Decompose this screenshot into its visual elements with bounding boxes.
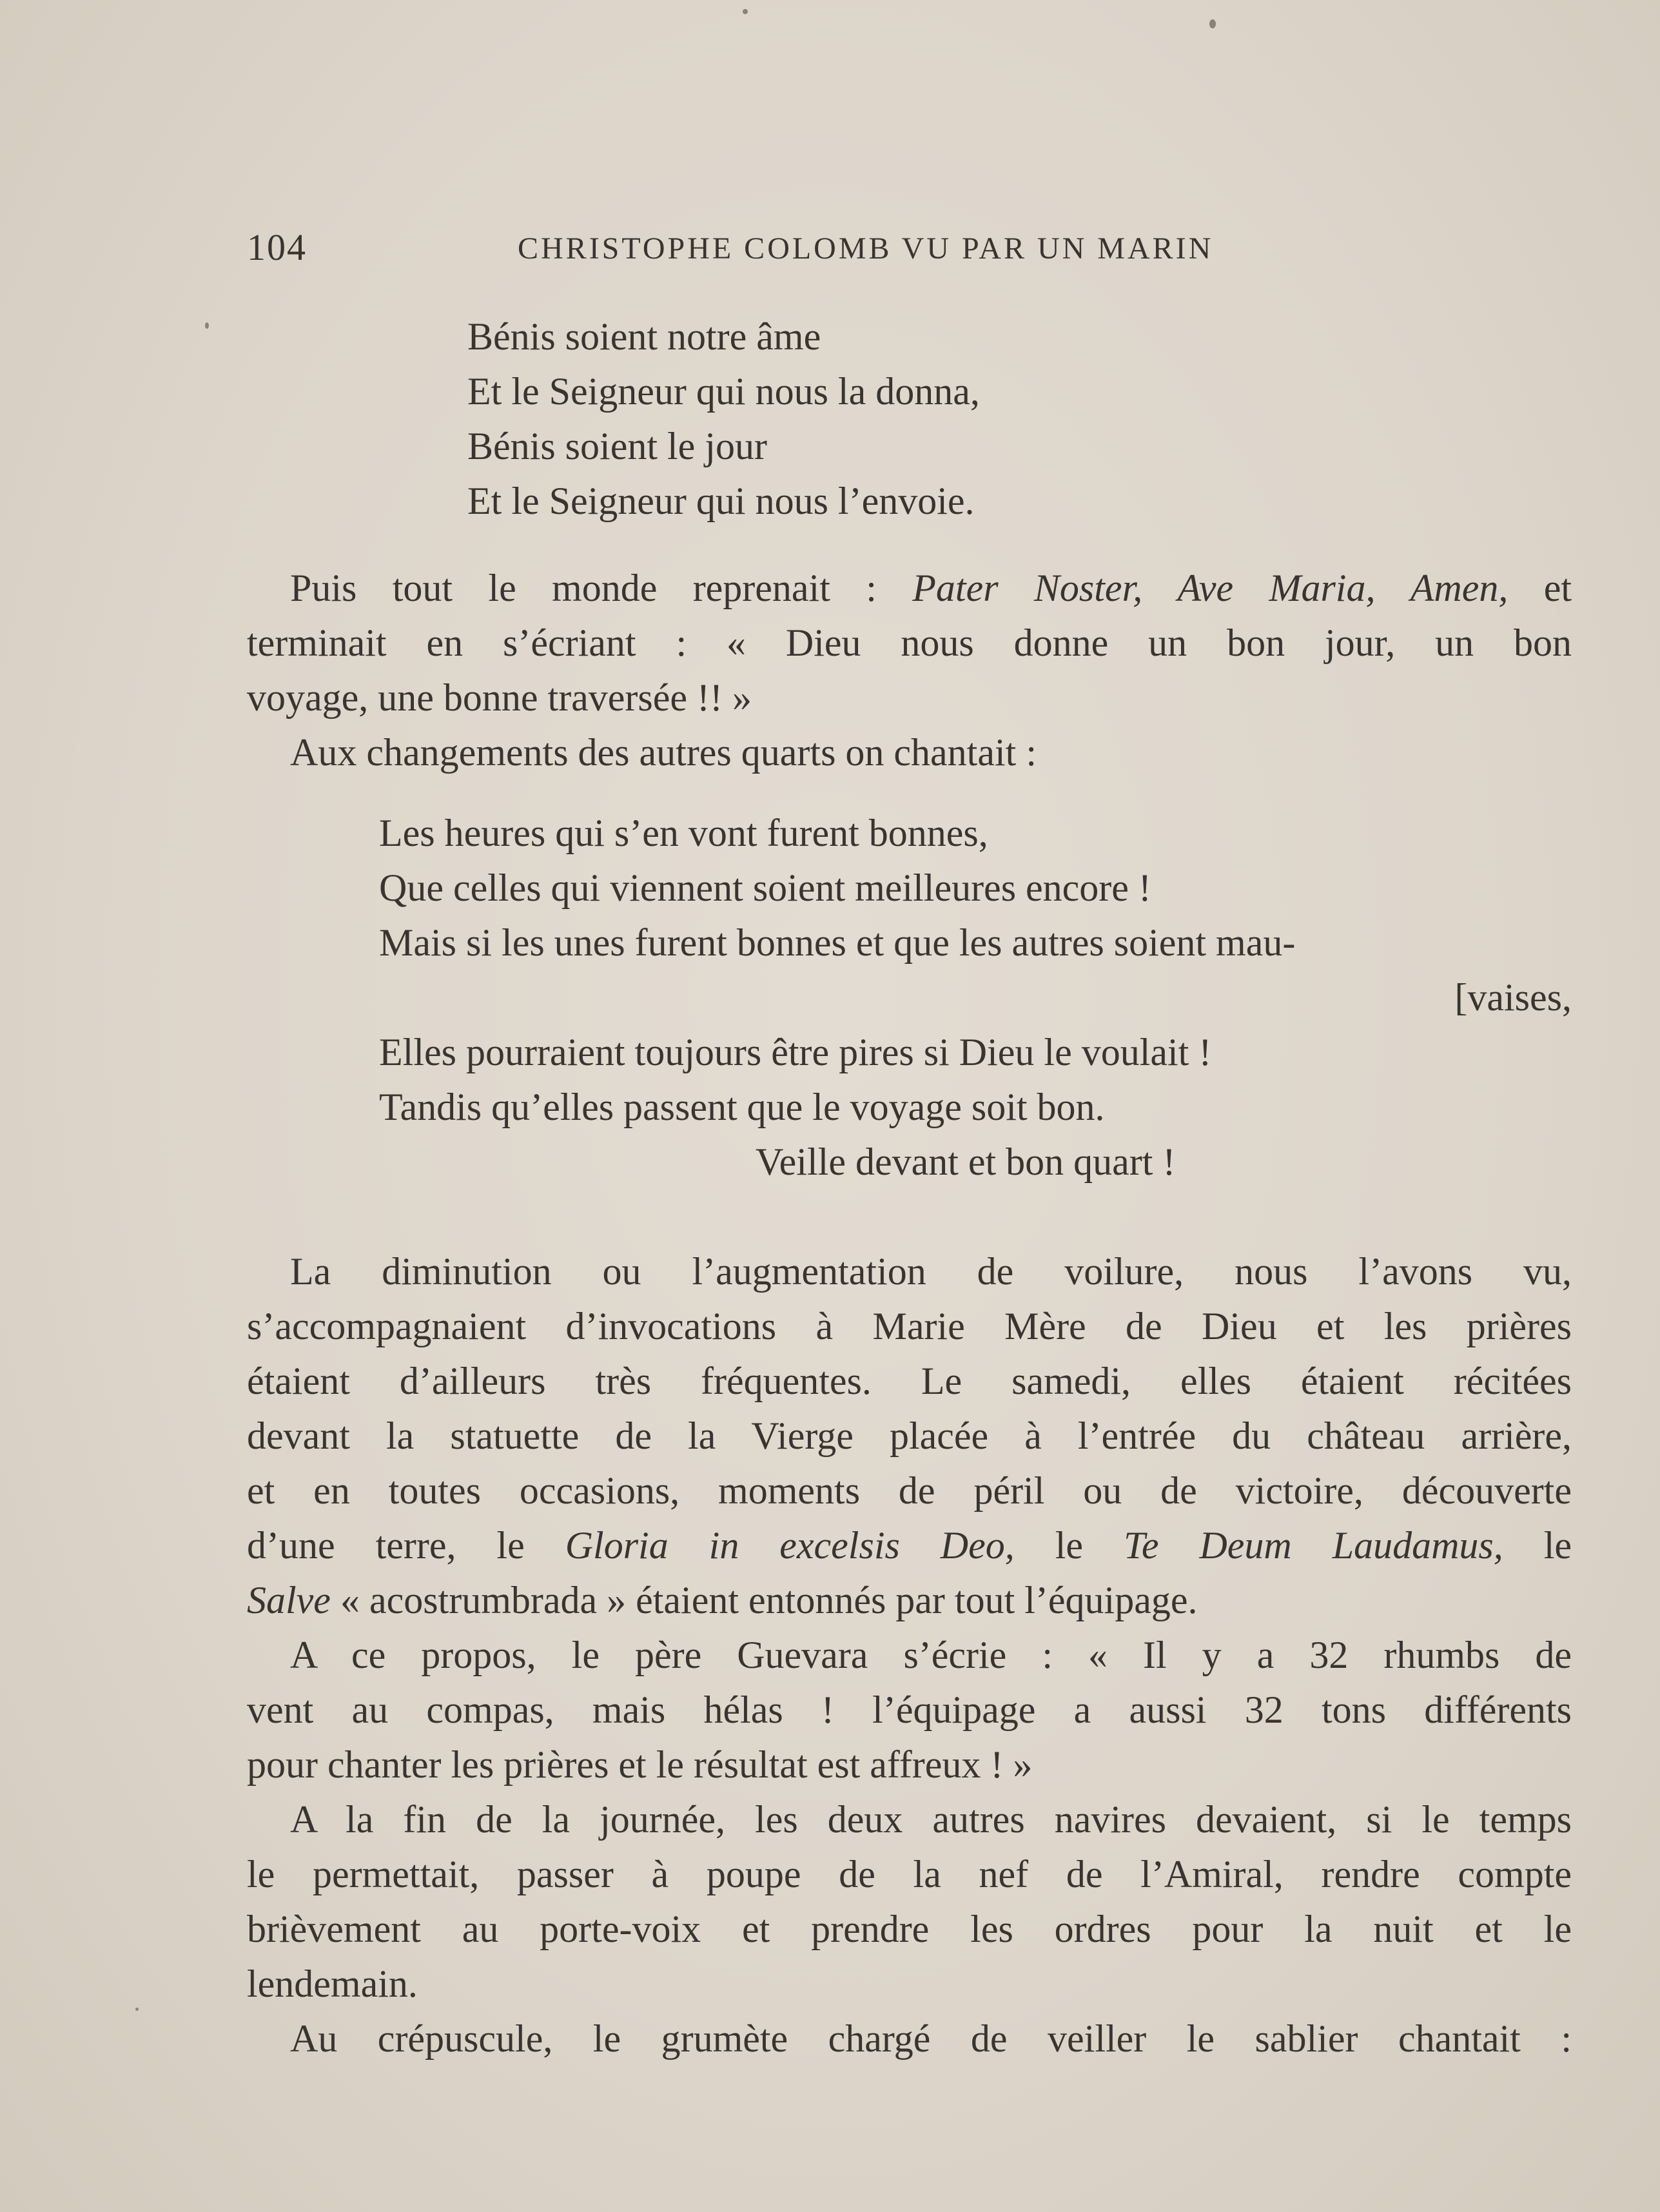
verse-line: Bénis soient le jour (467, 425, 767, 467)
text-run: Puis tout le monde reprenait : (290, 567, 877, 609)
text-run: « acostrumbrada » étaient entonnés par tout l’équipage. (340, 1579, 1198, 1621)
text-run: le (1055, 1524, 1084, 1567)
verse-line: Et le Seigneur qui nous la donna, (467, 370, 980, 413)
paragraph-line: devant la statuette de la Vierge placée à l’entrée du château arrière, (247, 1414, 1572, 1457)
paragraph-line: le permettait, passer à poupe de la nef de l’Amiral, rendre compte (247, 1853, 1572, 1895)
paragraph-line: pour chanter les prières et le résultat est affreux ! » (247, 1743, 1033, 1786)
paragraph-line: s’accompagnaient d’invocations à Marie Mère de Dieu et les prières (247, 1305, 1572, 1347)
paragraph-line: Aux changements des autres quarts on chantait : (290, 731, 1037, 774)
paper-speck (205, 322, 209, 329)
verse-line: Elles pourraient toujours être pires si Dieu le voulait ! (379, 1031, 1212, 1073)
paragraph-line: terminait en s’écriant : « Dieu nous donne un bon jour, un bon (247, 622, 1572, 664)
paper-speck (743, 9, 748, 14)
latin-hymn: Salve (247, 1579, 331, 1621)
paragraph-line: Au crépuscule, le grumète chargé de veiller le sablier chantait : (290, 2017, 1572, 2060)
paragraph-line: lendemain. (247, 1962, 418, 2005)
text-run: le (1543, 1524, 1572, 1567)
verse-line: Bénis soient notre âme (467, 315, 821, 358)
paragraph-line: A la fin de la journée, les deux autres navires devaient, si le temps (290, 1798, 1572, 1841)
verse-line: Veille devant et bon quart ! (756, 1140, 1176, 1183)
running-header (247, 226, 1301, 271)
paragraph-line: et en toutes occasions, moments de péril ou de victoire, découverte (247, 1469, 1572, 1512)
paragraph-line (247, 1578, 1572, 1623)
latin-prayers: Pater Noster, Ave Maria, Amen, (912, 567, 1509, 609)
verse-line: Et le Seigneur qui nous l’envoie. (467, 480, 975, 522)
paragraph-line (290, 565, 1572, 611)
paper-speck (135, 2008, 139, 2011)
verse-line: Tandis qu’elles passent que le voyage soit bon. (379, 1086, 1105, 1128)
verse-line: Les heures qui s’en vont furent bonnes, (379, 812, 988, 854)
page-number: 104 (247, 226, 307, 268)
paragraph-line: voyage, une bonne traversée !! » (247, 676, 752, 719)
latin-hymn: Te Deum Laudamus, (1124, 1524, 1503, 1567)
paper-speck (1209, 19, 1216, 28)
running-title: CHRISTOPHE COLOMB VU PAR UN MARIN (518, 231, 1214, 266)
paragraph-line: vent au compas, mais hélas ! l’équipage a aussi 32 tons différents (247, 1688, 1572, 1731)
paragraph-line: brièvement au porte-voix et prendre les ordres pour la nuit et le (247, 1908, 1572, 1950)
latin-hymn: Gloria in excelsis Deo, (565, 1524, 1015, 1567)
verse-line: Que celles qui viennent soient meilleures encore ! (379, 866, 1151, 909)
text-run: et (1543, 567, 1572, 609)
paragraph-line: La diminution ou l’augmentation de voilure, nous l’avons vu, (290, 1250, 1572, 1293)
paragraph-line: étaient d’ailleurs très fréquentes. Le samedi, elles étaient récitées (247, 1360, 1572, 1402)
paragraph-line: A ce propos, le père Guevara s’écrie : « Il y a 32 rhumbs de (290, 1634, 1572, 1676)
paragraph-line (247, 1523, 1572, 1568)
text-run: d’une terre, le (247, 1524, 525, 1567)
verse-line-continuation: [vaises, (1454, 976, 1572, 1019)
verse-line: Mais si les unes furent bonnes et que les autres soient mau- (379, 921, 1296, 964)
